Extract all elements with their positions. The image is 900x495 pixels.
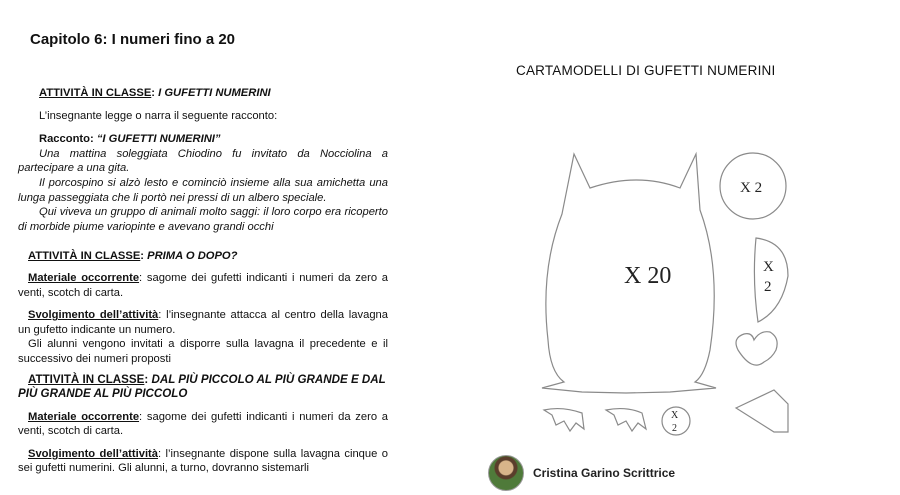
owl-wing-label-n: 2 xyxy=(764,279,772,295)
section2-steps: Svolgimento dell’attività: l’insegnante attacca al centro della lavagna un gufetto indicante un numero. xyxy=(18,309,388,336)
owl-beak-shape xyxy=(736,390,788,432)
activities-column xyxy=(18,86,388,476)
owl-wing-label-x: X xyxy=(763,259,774,275)
owl-heart-shape xyxy=(736,332,777,365)
owl-small-label-n: 2 xyxy=(672,423,677,434)
story-line: Qui viveva un gruppo di animali molto saggi: il loro corpo era ricoperto di morbide piume variopinte e avevano grandi occhi xyxy=(18,206,388,233)
owl-eye-label: X 2 xyxy=(740,180,763,196)
owl-templates xyxy=(530,150,800,440)
chapter-title: Capitolo 6: I numeri fino a 20 xyxy=(30,31,236,48)
section2-steps-cont: Gli alunni vengono invitati a disporre sulla lavagna il precedente e il successivo dei numeri proposti xyxy=(18,338,388,365)
story-line: Una mattina soleggiata Chiodino fu invitato da Nocciolina a partecipare a una gita. xyxy=(18,147,388,175)
section3-heading: ATTIVITÀ IN CLASSE: DAL PIÙ PICCOLO AL PIÙ GRANDE E DAL PIÙ GRANDE AL PIÙ PICCOLO xyxy=(18,372,386,401)
templates-title: CARTAMODELLI DI GUFETTI NUMERINI xyxy=(516,63,776,78)
author-name[interactable]: Cristina Garino Scrittrice xyxy=(533,466,676,480)
story-heading: Racconto: “I GUFETTI NUMERINI” xyxy=(39,133,221,146)
section1-heading: ATTIVITÀ IN CLASSE: I GUFETTI NUMERINI xyxy=(39,87,271,99)
owl-small-label-x: X xyxy=(671,410,679,421)
owl-foot-shape xyxy=(606,409,646,431)
section3-materials: Materiale occorrente: sagome dei gufetti indicanti i numeri da zero a venti, scotch di carta. xyxy=(18,410,388,438)
section3-steps: Svolgimento dell’attività: l’insegnante dispone sulla lavagna cinque o sei gufetti numerini. Gli alunni, a turno, dovranno sistemarli xyxy=(18,447,389,475)
author-badge[interactable] xyxy=(488,455,675,491)
section1-intro: L’insegnante legge o narra il seguente racconto: xyxy=(39,109,278,122)
section2-heading: ATTIVITÀ IN CLASSE: PRIMA O DOPO? xyxy=(28,250,238,263)
owl-foot-shape xyxy=(544,409,584,431)
avatar[interactable] xyxy=(488,455,524,491)
section2-materials: Materiale occorrente: sagome dei gufetti indicanti i numeri da zero a venti, scotch di carta. xyxy=(18,271,388,299)
story-line: Il porcospino si alzò lesto e cominciò insieme alla sua amichetta una lunga passeggiata che li portò nei pressi di un albero speciale. xyxy=(18,176,388,204)
owl-body-label: X 20 xyxy=(624,263,672,289)
